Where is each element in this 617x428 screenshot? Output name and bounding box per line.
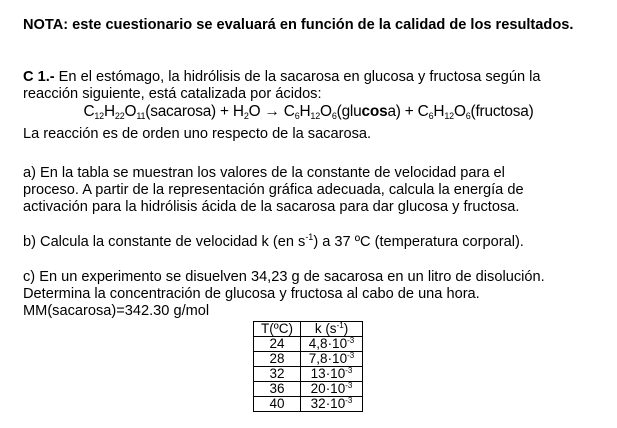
rate-constant-cell: $4,8\cdot 10^{-3}$ [301,337,363,352]
table-row [254,367,363,382]
question-intro-line-1 [23,69,541,86]
glucose-name-a: (glu [336,103,362,120]
temperature-header: T(ºC) [254,322,301,337]
fructose-name: (fructosa) [470,103,534,120]
temperature-cell: 40 [254,397,301,412]
rate-constant-header: k $(s^{-1})$ [301,322,363,337]
question-intro-line-2: reacción siguiente, está catalizada por ácidos: [23,86,322,102]
part-a-line-2: proceso. A partir de la representación gráfica adecuada, calcula la energía de [23,182,524,198]
table-header-row [254,322,363,337]
question-label: C 1.- [23,69,55,85]
temperature-cell: 36 [254,382,301,397]
reaction-equation: $C_{12}H_{22}O_{11}(sacarosa) + H_2O \to C_6H_{12}O_6(glucosa)$ + $C_6H_{12}O_6(fructosa)$ [83,103,534,121]
rate-constant-cell: $20\cdot 10^{-3}$ [301,382,363,397]
table-row [254,397,363,412]
part-b-exponent: -1 [305,232,314,243]
table-row [254,382,363,397]
sucrose-name: (sacarosa) [145,103,216,120]
temperature-cell: 24 [254,337,301,352]
note-heading: NOTA: este cuestionario se evaluará en función de la calidad de los resultados. [23,17,574,33]
part-c-line-2: Determina la concentración de glucosa y fructosa al cabo de una hora. [23,286,480,302]
rate-constant-cell: $32\cdot 10^{-3}$ [301,397,363,412]
temperature-cell: 28 [254,352,301,367]
part-a-line-3: activación para la hidrólisis ácida de la sacarosa para dar glucosa y fructosa. [23,199,520,215]
temperature-cell: 32 [254,367,301,382]
part-a-line-1: a) En la tabla se muestran los valores de la constante de velocidad para el [23,165,505,181]
reaction-order-text: La reacción es de orden uno respecto de la sacarosa. [23,126,372,142]
rate-constant-cell: $13\cdot 10^{-3}$ [301,367,363,382]
part-c-line-1: c) En un experimento se disuelven 34,23 g de sacarosa en un litro de disolución. [23,269,545,285]
molar-mass-text: MM(sacarosa)=342.30 g/mol [23,303,210,319]
question-intro-text: En el estómago, la hidrólisis de la sacarosa en glucosa y fructosa según la [54,69,541,85]
part-b-text [23,234,524,251]
rate-constant-table [253,321,363,412]
glucose-name-b: cos [361,103,388,120]
table-row [254,352,363,367]
table-row [254,337,363,352]
part-b-after: ) a 37 ºC (temperatura corporal). [313,234,524,250]
part-b-before: b) Calcula la constante de velocidad k (en s [23,234,306,250]
glucose-name-c: a) [387,103,401,120]
rate-constant-cell: $7,8\cdot 10^{-3}$ [301,352,363,367]
